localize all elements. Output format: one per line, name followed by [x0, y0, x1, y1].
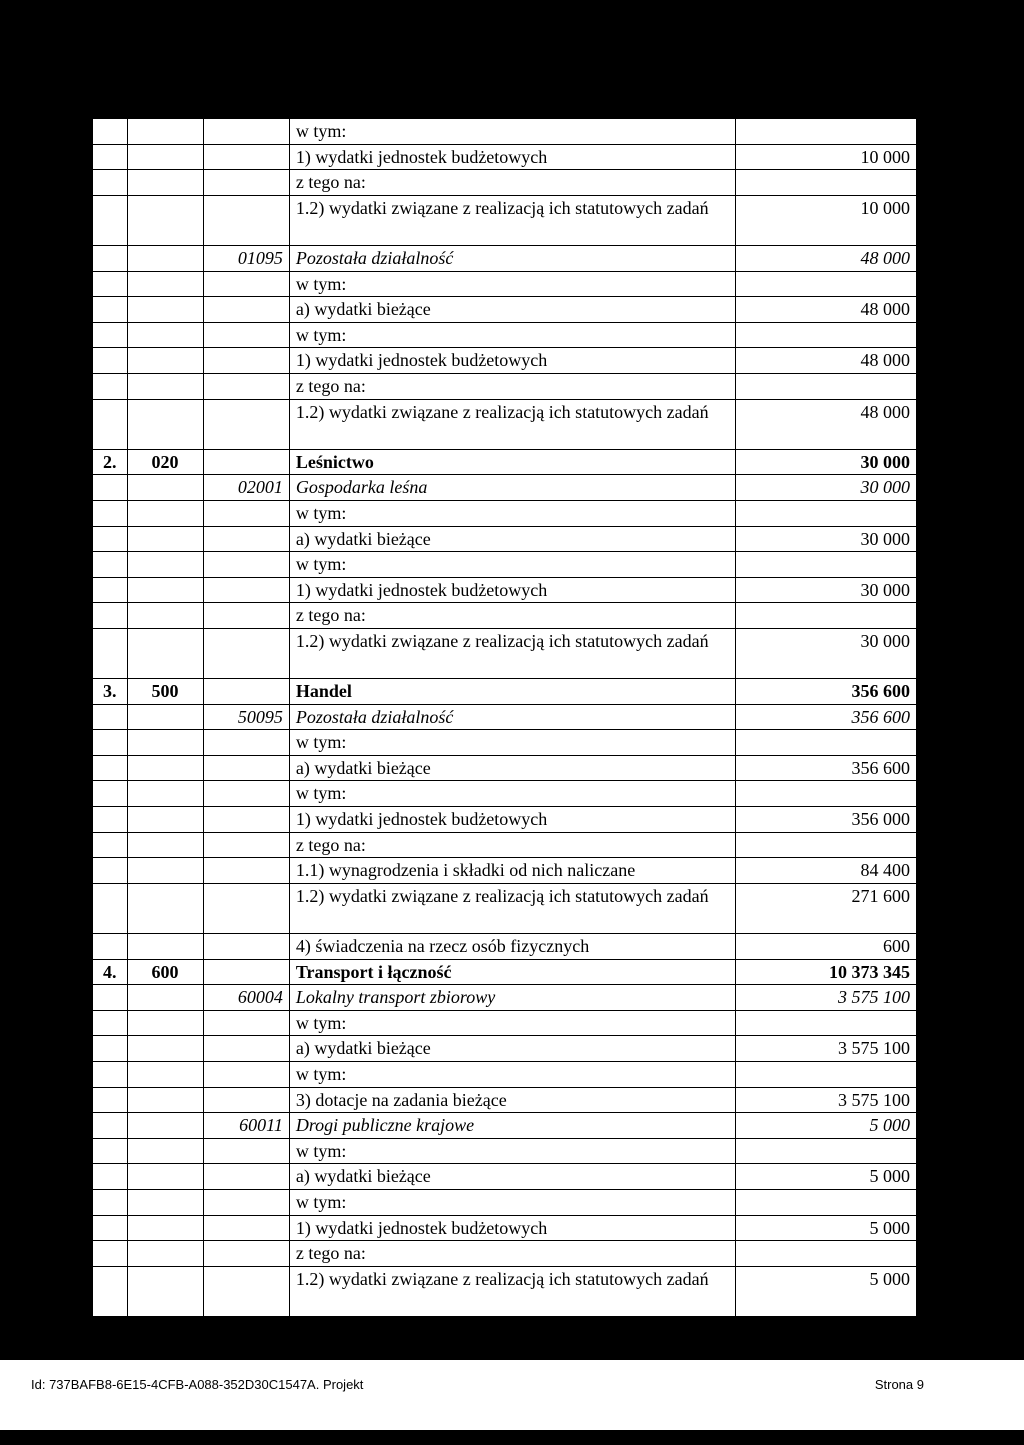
row-number-cell — [93, 271, 128, 297]
rozdzial-code-cell — [203, 628, 289, 678]
row-number-cell — [93, 730, 128, 756]
rozdzial-code-cell: 02001 — [203, 475, 289, 501]
dzial-code-cell — [127, 832, 203, 858]
table-row — [93, 500, 917, 526]
description-cell: 1.2) wydatki związane z realizacją ich statutowych zadań — [289, 1266, 736, 1316]
rozdzial-code-cell — [203, 807, 289, 833]
rozdzial-code-cell — [203, 832, 289, 858]
amount-cell — [736, 119, 917, 145]
rozdzial-code-cell — [203, 119, 289, 145]
dzial-code-cell — [127, 1215, 203, 1241]
rozdzial-row — [93, 245, 917, 271]
dzial-code-cell — [127, 1189, 203, 1215]
description-cell: w tym: — [289, 271, 736, 297]
amount-cell — [736, 1010, 917, 1036]
rozdzial-code-cell: 50095 — [203, 704, 289, 730]
dzial-code-cell — [127, 170, 203, 196]
amount-cell: 271 600 — [736, 883, 917, 933]
rozdzial-code-cell — [203, 170, 289, 196]
dzial-row — [93, 959, 917, 985]
description-cell: Pozostała działalność — [289, 704, 736, 730]
row-number-cell — [93, 245, 128, 271]
rozdzial-row — [93, 985, 917, 1011]
dzial-code-cell — [127, 119, 203, 145]
rozdzial-code-cell — [203, 195, 289, 245]
dzial-code-cell — [127, 807, 203, 833]
amount-cell: 48 000 — [736, 348, 917, 374]
rozdzial-code-cell — [203, 552, 289, 578]
amount-cell — [736, 730, 917, 756]
table-row — [93, 1189, 917, 1215]
rozdzial-code-cell — [203, 1266, 289, 1316]
row-number-cell: 3. — [93, 679, 128, 705]
description-cell: a) wydatki bieżące — [289, 755, 736, 781]
table-row — [93, 526, 917, 552]
amount-cell: 10 000 — [736, 144, 917, 170]
row-number-cell — [93, 628, 128, 678]
table-row — [93, 1266, 917, 1316]
rozdzial-code-cell — [203, 526, 289, 552]
table-row — [93, 883, 917, 933]
description-cell: z tego na: — [289, 373, 736, 399]
row-number-cell — [93, 832, 128, 858]
amount-cell: 48 000 — [736, 245, 917, 271]
table-row — [93, 1061, 917, 1087]
table-row — [93, 119, 917, 145]
amount-cell: 84 400 — [736, 858, 917, 884]
rozdzial-code-cell — [203, 1036, 289, 1062]
table-row — [93, 934, 917, 960]
description-cell: z tego na: — [289, 603, 736, 629]
dzial-code-cell — [127, 526, 203, 552]
dzial-code-cell — [127, 1061, 203, 1087]
description-cell: 1) wydatki jednostek budżetowych — [289, 144, 736, 170]
amount-cell: 10 373 345 — [736, 959, 917, 985]
dzial-code-cell — [127, 373, 203, 399]
amount-cell — [736, 1189, 917, 1215]
dzial-code-cell — [127, 348, 203, 374]
rozdzial-code-cell — [203, 322, 289, 348]
dzial-code-cell — [127, 1164, 203, 1190]
table-row — [93, 399, 917, 449]
rozdzial-code-cell — [203, 1010, 289, 1036]
table-row — [93, 577, 917, 603]
dzial-code-cell — [127, 195, 203, 245]
table-row — [93, 297, 917, 323]
description-cell: 1) wydatki jednostek budżetowych — [289, 348, 736, 374]
description-cell: a) wydatki bieżące — [289, 1164, 736, 1190]
rozdzial-code-cell — [203, 1087, 289, 1113]
dzial-code-cell — [127, 1087, 203, 1113]
rozdzial-code-cell — [203, 679, 289, 705]
description-cell: 4) świadczenia na rzecz osób fizycznych — [289, 934, 736, 960]
rozdzial-code-cell — [203, 144, 289, 170]
rozdzial-code-cell — [203, 883, 289, 933]
dzial-code-cell — [127, 704, 203, 730]
amount-cell — [736, 832, 917, 858]
rozdzial-code-cell — [203, 1215, 289, 1241]
row-number-cell — [93, 985, 128, 1011]
row-number-cell — [93, 500, 128, 526]
amount-cell: 5 000 — [736, 1215, 917, 1241]
rozdzial-code-cell: 60004 — [203, 985, 289, 1011]
row-number-cell — [93, 195, 128, 245]
row-number-cell — [93, 1113, 128, 1139]
page-footer — [0, 1360, 1024, 1430]
row-number-cell — [93, 119, 128, 145]
amount-cell: 30 000 — [736, 577, 917, 603]
rozdzial-code-cell — [203, 271, 289, 297]
row-number-cell — [93, 1241, 128, 1267]
table-row — [93, 628, 917, 678]
dzial-code-cell — [127, 1241, 203, 1267]
dzial-code-cell — [127, 730, 203, 756]
dzial-code-cell — [127, 245, 203, 271]
row-number-cell — [93, 475, 128, 501]
description-cell: w tym: — [289, 781, 736, 807]
description-cell: a) wydatki bieżące — [289, 526, 736, 552]
table-row — [93, 373, 917, 399]
amount-cell: 356 600 — [736, 704, 917, 730]
row-number-cell — [93, 883, 128, 933]
amount-cell: 30 000 — [736, 526, 917, 552]
dzial-row — [93, 679, 917, 705]
dzial-code-cell — [127, 781, 203, 807]
description-cell: 3) dotacje na zadania bieżące — [289, 1087, 736, 1113]
row-number-cell — [93, 704, 128, 730]
description-cell: 1.2) wydatki związane z realizacją ich statutowych zadań — [289, 628, 736, 678]
rozdzial-code-cell — [203, 449, 289, 475]
row-number-cell — [93, 1010, 128, 1036]
table-row — [93, 170, 917, 196]
amount-cell — [736, 1061, 917, 1087]
description-cell: Gospodarka leśna — [289, 475, 736, 501]
amount-cell: 30 000 — [736, 449, 917, 475]
dzial-row — [93, 449, 917, 475]
amount-cell — [736, 271, 917, 297]
rozdzial-code-cell — [203, 348, 289, 374]
description-cell: 1) wydatki jednostek budżetowych — [289, 807, 736, 833]
amount-cell: 5 000 — [736, 1164, 917, 1190]
table-row — [93, 858, 917, 884]
dzial-code-cell — [127, 1138, 203, 1164]
dzial-code-cell — [127, 1266, 203, 1316]
row-number-cell — [93, 348, 128, 374]
table-row — [93, 348, 917, 374]
rozdzial-code-cell: 01095 — [203, 245, 289, 271]
description-cell: w tym: — [289, 1061, 736, 1087]
budget-table-body — [93, 119, 917, 1317]
rozdzial-code-cell — [203, 1189, 289, 1215]
table-row — [93, 1087, 917, 1113]
amount-cell: 30 000 — [736, 628, 917, 678]
row-number-cell — [93, 297, 128, 323]
table-row — [93, 552, 917, 578]
amount-cell: 30 000 — [736, 475, 917, 501]
amount-cell: 3 575 100 — [736, 985, 917, 1011]
row-number-cell — [93, 1087, 128, 1113]
row-number-cell — [93, 603, 128, 629]
description-cell: Transport i łączność — [289, 959, 736, 985]
description-cell: Lokalny transport zbiorowy — [289, 985, 736, 1011]
row-number-cell — [93, 858, 128, 884]
amount-cell: 5 000 — [736, 1113, 917, 1139]
row-number-cell — [93, 755, 128, 781]
dzial-code-cell — [127, 755, 203, 781]
row-number-cell — [93, 1189, 128, 1215]
row-number-cell — [93, 577, 128, 603]
amount-cell: 5 000 — [736, 1266, 917, 1316]
dzial-code-cell — [127, 858, 203, 884]
dzial-code-cell — [127, 985, 203, 1011]
description-cell: 1.2) wydatki związane z realizacją ich statutowych zadań — [289, 883, 736, 933]
row-number-cell — [93, 170, 128, 196]
rozdzial-code-cell: 60011 — [203, 1113, 289, 1139]
description-cell: z tego na: — [289, 1241, 736, 1267]
row-number-cell — [93, 1061, 128, 1087]
table-row — [93, 322, 917, 348]
description-cell: 1.1) wynagrodzenia i składki od nich naliczane — [289, 858, 736, 884]
amount-cell — [736, 1138, 917, 1164]
description-cell: w tym: — [289, 1010, 736, 1036]
dzial-code-cell: 500 — [127, 679, 203, 705]
table-row — [93, 755, 917, 781]
dzial-code-cell — [127, 1113, 203, 1139]
amount-cell — [736, 170, 917, 196]
rozdzial-code-cell — [203, 1241, 289, 1267]
amount-cell: 356 600 — [736, 679, 917, 705]
description-cell: w tym: — [289, 500, 736, 526]
description-cell: Handel — [289, 679, 736, 705]
amount-cell: 10 000 — [736, 195, 917, 245]
dzial-code-cell: 020 — [127, 449, 203, 475]
row-number-cell — [93, 781, 128, 807]
dzial-code-cell — [127, 399, 203, 449]
rozdzial-row — [93, 475, 917, 501]
row-number-cell — [93, 552, 128, 578]
row-number-cell — [93, 1138, 128, 1164]
rozdzial-code-cell — [203, 959, 289, 985]
amount-cell — [736, 603, 917, 629]
row-number-cell — [93, 144, 128, 170]
amount-cell — [736, 373, 917, 399]
description-cell: w tym: — [289, 322, 736, 348]
amount-cell: 48 000 — [736, 297, 917, 323]
dzial-code-cell — [127, 475, 203, 501]
description-cell: Drogi publiczne krajowe — [289, 1113, 736, 1139]
row-number-cell — [93, 399, 128, 449]
rozdzial-code-cell — [203, 730, 289, 756]
amount-cell: 3 575 100 — [736, 1087, 917, 1113]
dzial-code-cell — [127, 271, 203, 297]
dzial-code-cell — [127, 322, 203, 348]
dzial-code-cell — [127, 883, 203, 933]
table-row — [93, 195, 917, 245]
table-row — [93, 1010, 917, 1036]
rozdzial-code-cell — [203, 577, 289, 603]
rozdzial-code-cell — [203, 1164, 289, 1190]
dzial-code-cell — [127, 934, 203, 960]
table-row — [93, 1036, 917, 1062]
rozdzial-row — [93, 1113, 917, 1139]
row-number-cell — [93, 322, 128, 348]
table-row — [93, 781, 917, 807]
amount-cell — [736, 1241, 917, 1267]
row-number-cell — [93, 373, 128, 399]
row-number-cell: 2. — [93, 449, 128, 475]
table-row — [93, 144, 917, 170]
row-number-cell — [93, 1215, 128, 1241]
row-number-cell: 4. — [93, 959, 128, 985]
table-row — [93, 271, 917, 297]
dzial-code-cell — [127, 297, 203, 323]
rozdzial-code-cell — [203, 858, 289, 884]
amount-cell: 600 — [736, 934, 917, 960]
description-cell: w tym: — [289, 552, 736, 578]
amount-cell: 3 575 100 — [736, 1036, 917, 1062]
rozdzial-code-cell — [203, 755, 289, 781]
description-cell: w tym: — [289, 119, 736, 145]
amount-cell: 48 000 — [736, 399, 917, 449]
description-cell: 1) wydatki jednostek budżetowych — [289, 577, 736, 603]
budget-page — [92, 118, 917, 1317]
row-number-cell — [93, 934, 128, 960]
description-cell: z tego na: — [289, 832, 736, 858]
description-cell: Pozostała działalność — [289, 245, 736, 271]
description-cell: 1) wydatki jednostek budżetowych — [289, 1215, 736, 1241]
dzial-code-cell — [127, 552, 203, 578]
description-cell: 1.2) wydatki związane z realizacją ich statutowych zadań — [289, 399, 736, 449]
description-cell: w tym: — [289, 730, 736, 756]
dzial-code-cell — [127, 628, 203, 678]
dzial-code-cell — [127, 577, 203, 603]
description-cell: Leśnictwo — [289, 449, 736, 475]
document-id: Id: 737BAFB8-6E15-4CFB-A088-352D30C1547A. Projekt — [31, 1377, 364, 1392]
table-row — [93, 1164, 917, 1190]
amount-cell — [736, 781, 917, 807]
rozdzial-code-cell — [203, 297, 289, 323]
row-number-cell — [93, 1036, 128, 1062]
dzial-code-cell — [127, 1036, 203, 1062]
rozdzial-code-cell — [203, 934, 289, 960]
description-cell: w tym: — [289, 1189, 736, 1215]
table-row — [93, 807, 917, 833]
row-number-cell — [93, 526, 128, 552]
amount-cell: 356 600 — [736, 755, 917, 781]
rozdzial-row — [93, 704, 917, 730]
description-cell: w tym: — [289, 1138, 736, 1164]
row-number-cell — [93, 1164, 128, 1190]
row-number-cell — [93, 807, 128, 833]
description-cell: 1.2) wydatki związane z realizacją ich statutowych zadań — [289, 195, 736, 245]
row-number-cell — [93, 1266, 128, 1316]
page-number: Strona 9 — [874, 1377, 924, 1392]
rozdzial-code-cell — [203, 399, 289, 449]
rozdzial-code-cell — [203, 373, 289, 399]
dzial-code-cell — [127, 603, 203, 629]
dzial-code-cell — [127, 500, 203, 526]
description-cell: a) wydatki bieżące — [289, 297, 736, 323]
amount-cell — [736, 500, 917, 526]
table-row — [93, 1138, 917, 1164]
table-row — [93, 1215, 917, 1241]
table-row — [93, 832, 917, 858]
rozdzial-code-cell — [203, 603, 289, 629]
rozdzial-code-cell — [203, 781, 289, 807]
description-cell: a) wydatki bieżące — [289, 1036, 736, 1062]
table-row — [93, 1241, 917, 1267]
table-row — [93, 603, 917, 629]
amount-cell: 356 000 — [736, 807, 917, 833]
dzial-code-cell — [127, 1010, 203, 1036]
amount-cell — [736, 322, 917, 348]
rozdzial-code-cell — [203, 1061, 289, 1087]
description-cell: z tego na: — [289, 170, 736, 196]
rozdzial-code-cell — [203, 1138, 289, 1164]
table-row — [93, 730, 917, 756]
rozdzial-code-cell — [203, 500, 289, 526]
budget-table — [92, 118, 917, 1317]
dzial-code-cell — [127, 144, 203, 170]
amount-cell — [736, 552, 917, 578]
dzial-code-cell: 600 — [127, 959, 203, 985]
